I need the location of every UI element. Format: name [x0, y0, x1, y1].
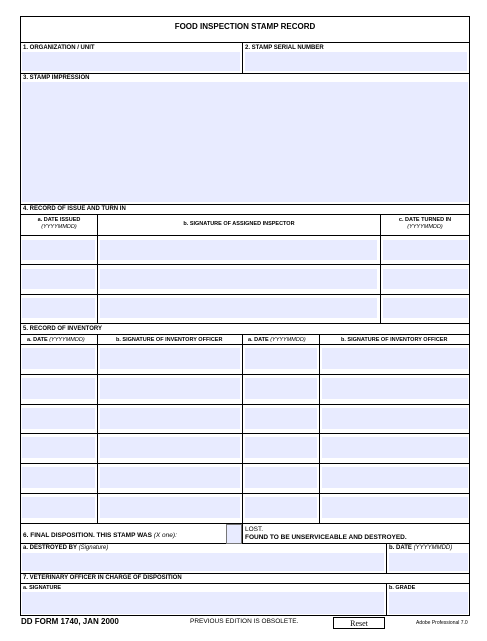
issue-turn-in-label: 4. RECORD OF ISSUE AND TURN IN: [23, 206, 126, 212]
rule-block5-header: [20, 344, 470, 345]
inventory-date-header-right: a. DATE (YYYYMMDD): [248, 337, 306, 343]
rule-block5-end: [20, 523, 470, 524]
rule-block6: [20, 543, 470, 544]
rule-destroyed: [20, 573, 470, 574]
assigned-inspector-header: b. SIGNATURE OF ASSIGNED INSPECTOR: [183, 221, 295, 227]
inventory-signature-right-field-5[interactable]: [322, 467, 468, 488]
destroyed-date-label: b. DATE (YYYYMMDD): [389, 545, 453, 551]
inventory-date-right-field-1[interactable]: [245, 348, 317, 369]
date-turned-in-header: c. DATE TURNED IN (YYYYMMDD): [398, 217, 452, 230]
edition-note: PREVIOUS EDITION IS OBSOLETE.: [190, 618, 299, 625]
vrule-block7: [386, 583, 387, 616]
inventory-date-right-field-6[interactable]: [245, 497, 317, 518]
rule-inventory-row-1: [20, 374, 470, 375]
inventory-signature-left-field-5[interactable]: [100, 467, 240, 488]
stamp-impression-field[interactable]: [22, 82, 468, 202]
vrule-block4-a: [97, 214, 98, 323]
inspector-signature-field-2[interactable]: [100, 269, 377, 289]
rule-block4-row1: [20, 264, 470, 265]
inventory-date-right-field-4[interactable]: [245, 437, 317, 458]
inventory-signature-right-field-2[interactable]: [322, 378, 468, 399]
date-issued-field-2[interactable]: [22, 269, 95, 289]
rule-block4-row3: [20, 323, 470, 324]
vrule-block1: [242, 42, 243, 73]
vet-grade-label: b. GRADE: [389, 585, 416, 591]
inspector-signature-field-3[interactable]: [100, 298, 377, 318]
inventory-signature-left-field-4[interactable]: [100, 437, 240, 458]
inventory-signature-left-field-6[interactable]: [100, 497, 240, 518]
inventory-date-right-field-2[interactable]: [245, 378, 317, 399]
rule-inventory-row-5: [20, 493, 470, 494]
destroyed-date-field[interactable]: [389, 553, 468, 571]
stamp-impression-label: 3. STAMP IMPRESSION: [23, 75, 90, 81]
inventory-signature-right-field-3[interactable]: [322, 408, 468, 429]
form-number: DD FORM 1740, JAN 2000: [21, 617, 119, 626]
serial-number-label: 2. STAMP SERIAL NUMBER: [245, 45, 324, 51]
serial-number-field[interactable]: [245, 52, 467, 71]
inventory-date-right-field-3[interactable]: [245, 408, 317, 429]
rule-inventory-row-2: [20, 404, 470, 405]
inventory-signature-right-field-4[interactable]: [322, 437, 468, 458]
vet-grade-field[interactable]: [389, 592, 468, 614]
lost-option-label: LOST.: [245, 526, 264, 533]
date-turned-in-field-2[interactable]: [383, 269, 468, 289]
vet-signature-label: a. SIGNATURE: [23, 585, 62, 591]
destroyed-option-label: FOUND TO BE UNSERVICEABLE AND DESTROYED.: [245, 534, 407, 541]
date-turned-in-field-3[interactable]: [383, 298, 468, 318]
vrule-block5-b: [242, 334, 243, 523]
inventory-date-header-left: a. DATE (YYYYMMDD): [27, 337, 85, 343]
inspector-signature-field-1[interactable]: [100, 240, 377, 260]
vrule-block5-a: [97, 334, 98, 523]
inventory-label: 5. RECORD OF INVENTORY: [23, 326, 103, 332]
inventory-signature-left-field-3[interactable]: [100, 408, 240, 429]
rule-block4-label: [20, 214, 470, 215]
destroyed-by-field[interactable]: [22, 553, 384, 571]
inventory-signature-left-field-1[interactable]: [100, 348, 240, 369]
inventory-date-left-field-5[interactable]: [22, 467, 95, 488]
inventory-officer-header-left: b. SIGNATURE OF INVENTORY OFFICER: [116, 337, 223, 343]
vrule-block6-check: [242, 523, 243, 543]
rule-block4-header: [20, 235, 470, 236]
date-turned-in-field-1[interactable]: [383, 240, 468, 260]
inventory-signature-right-field-6[interactable]: [322, 497, 468, 518]
rule-block3: [20, 204, 470, 205]
organization-field[interactable]: [22, 52, 240, 71]
date-issued-header: a. DATE ISSUED (YYYYMMDD): [37, 217, 81, 230]
vrule-block6: [386, 543, 387, 573]
software-version: Adobe Professional 7.0: [416, 620, 468, 626]
rule-title: [20, 42, 470, 43]
rule-block4-row2: [20, 294, 470, 295]
vrule-block5-c: [319, 334, 320, 523]
inventory-date-left-field-6[interactable]: [22, 497, 95, 518]
rule-block1: [20, 73, 470, 74]
inventory-date-left-field-1[interactable]: [22, 348, 95, 369]
inventory-signature-left-field-2[interactable]: [100, 378, 240, 399]
final-disposition-label: 6. FINAL DISPOSITION. THIS STAMP WAS (X one):: [23, 532, 177, 539]
rule-inventory-row-4: [20, 463, 470, 464]
reset-button[interactable]: Reset: [333, 617, 385, 629]
rule-block5-label: [20, 334, 470, 335]
inventory-officer-header-right: b. SIGNATURE OF INVENTORY OFFICER: [341, 337, 448, 343]
inventory-date-right-field-5[interactable]: [245, 467, 317, 488]
inventory-date-left-field-3[interactable]: [22, 408, 95, 429]
rule-inventory-row-3: [20, 433, 470, 434]
date-issued-field-1[interactable]: [22, 240, 95, 260]
lost-checkbox[interactable]: [226, 524, 242, 544]
inventory-date-left-field-4[interactable]: [22, 437, 95, 458]
vet-signature-field[interactable]: [22, 592, 384, 614]
form-title: FOOD INSPECTION STAMP RECORD: [174, 22, 316, 31]
inventory-signature-right-field-1[interactable]: [322, 348, 468, 369]
inventory-date-left-field-2[interactable]: [22, 378, 95, 399]
date-issued-field-3[interactable]: [22, 298, 95, 318]
organization-label: 1. ORGANIZATION / UNIT: [23, 45, 95, 51]
destroyed-by-label: a. DESTROYED BY (Signature): [23, 545, 109, 551]
rule-block7-label: [20, 583, 470, 584]
veterinary-officer-label: 7. VETERINARY OFFICER IN CHARGE OF DISPOSITION: [23, 575, 182, 581]
